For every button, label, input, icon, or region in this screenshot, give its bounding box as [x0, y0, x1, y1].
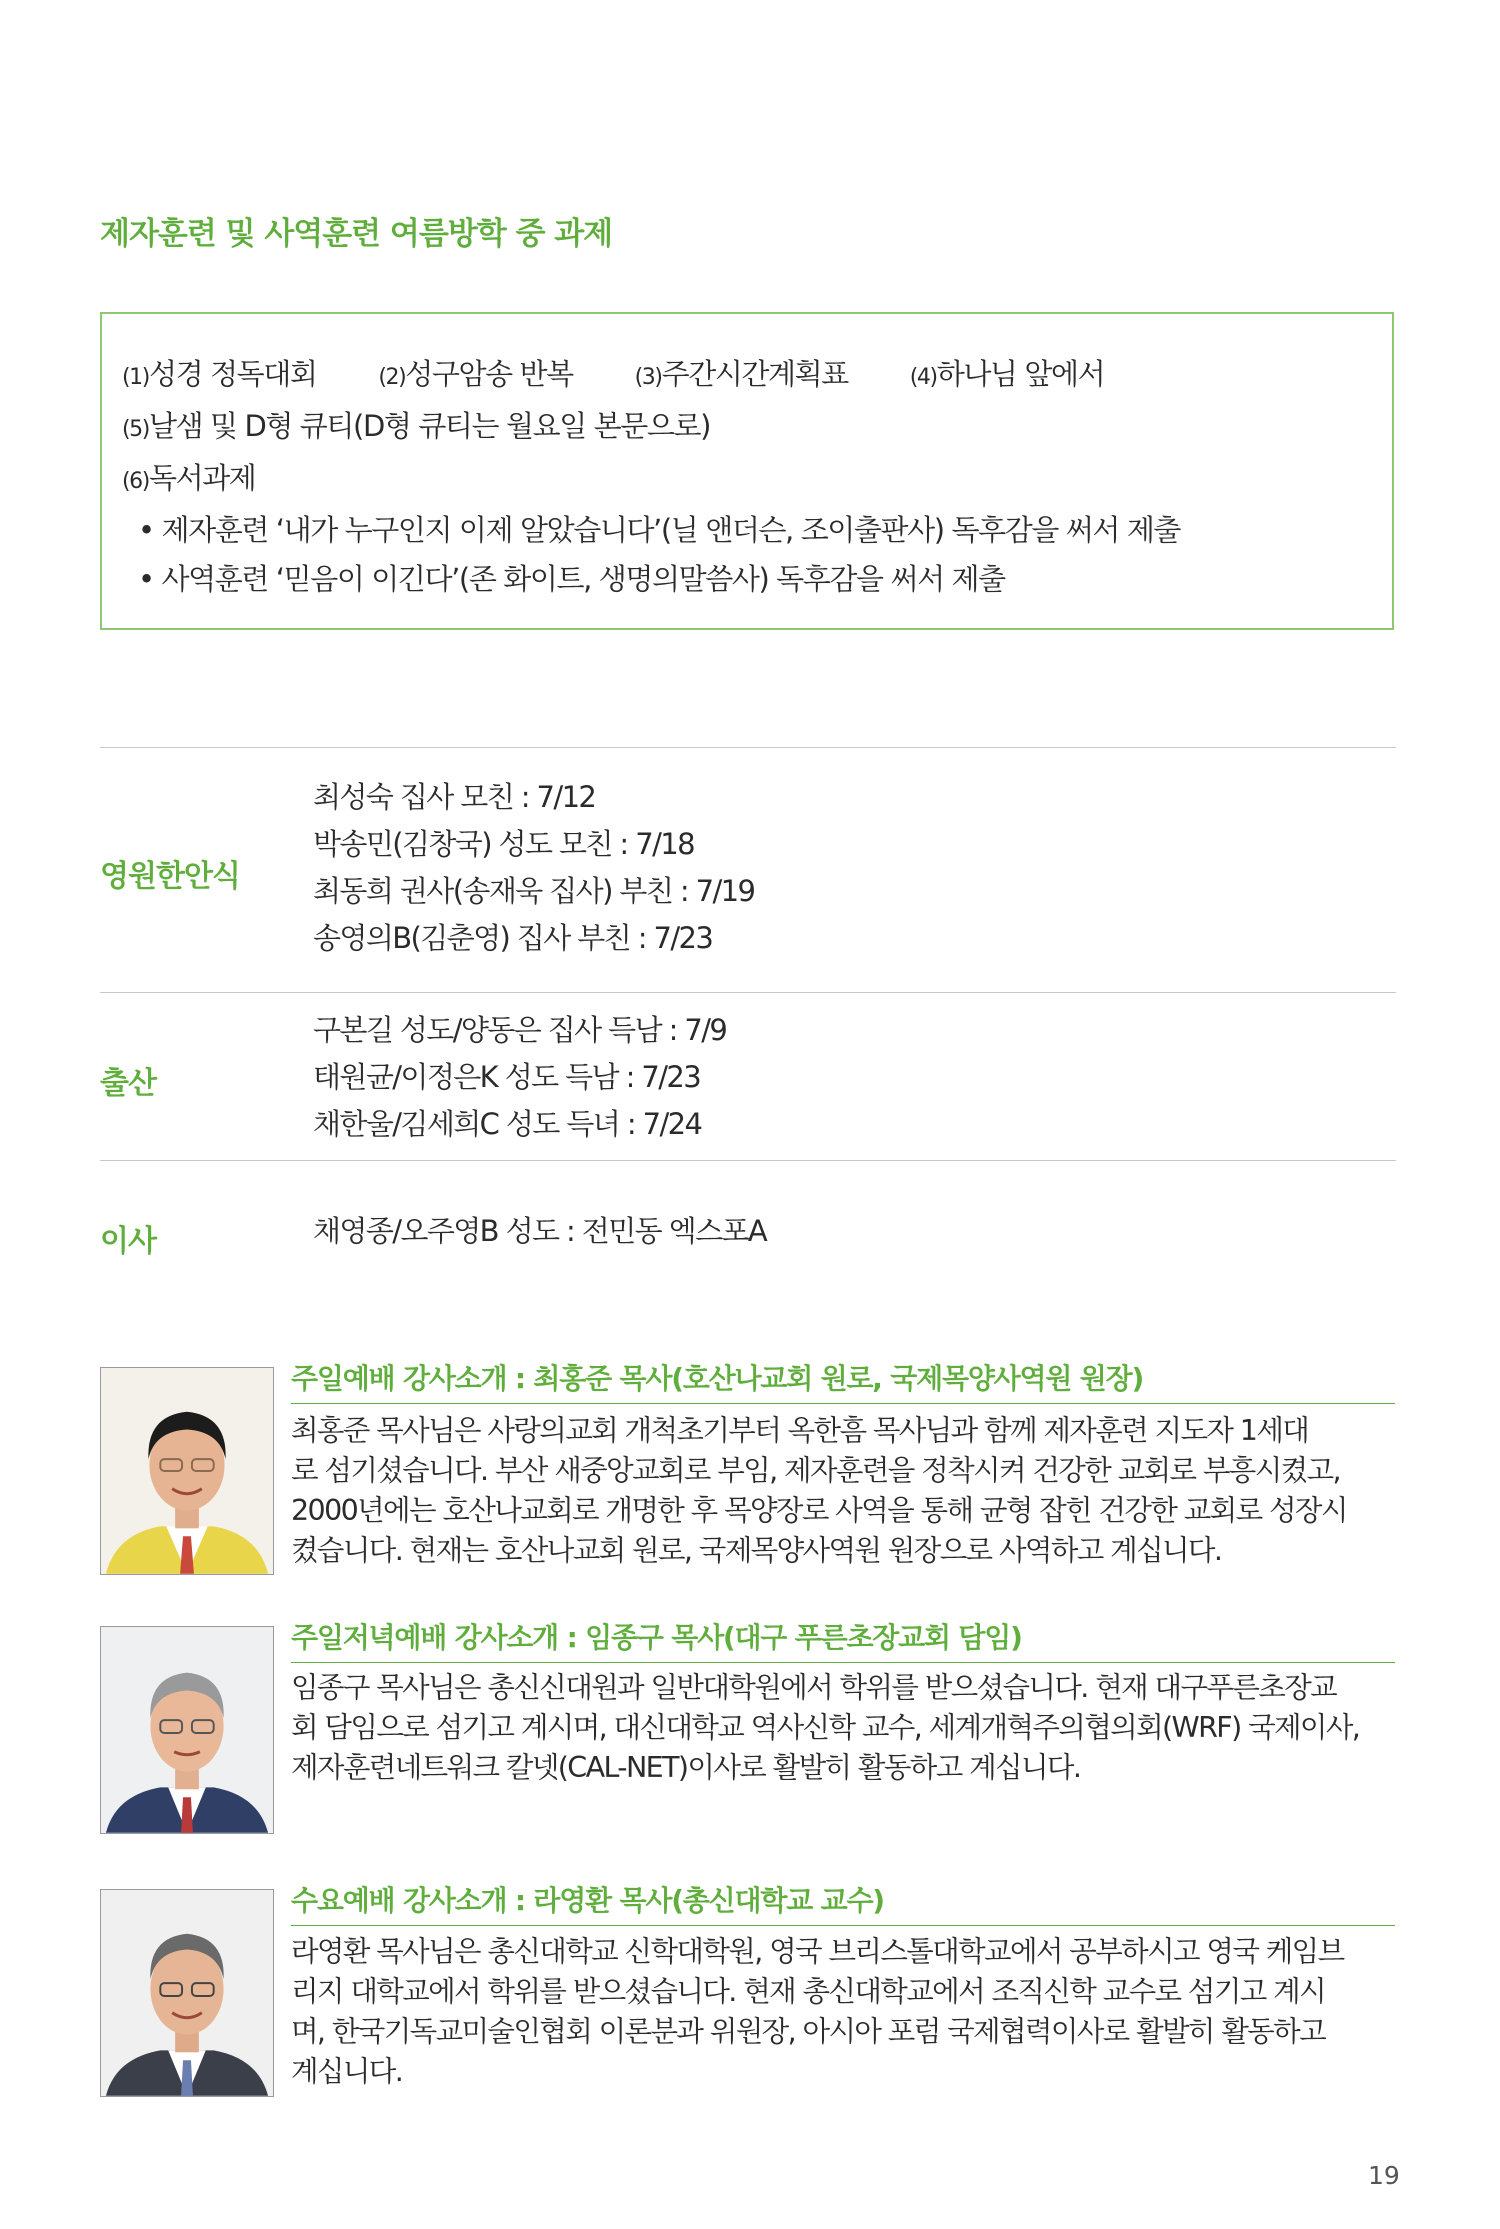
condolence-list [313, 774, 754, 962]
list-item: 채한울/김세희C 성도 득녀 : 7/24 [313, 1107, 702, 1141]
birth-list [313, 1007, 726, 1148]
speaker-bio [291, 1411, 1396, 1571]
task-row [122, 350, 1392, 402]
page-number: 19 [1368, 2161, 1400, 2190]
speaker-title: 수요예배 강사소개 : 라영환 목사(총신대학교 교수) [291, 1879, 1395, 1926]
speaker-photo [100, 1626, 274, 1834]
list-item: 최동희 권사(송재욱 집사) 부친 : 7/19 [313, 874, 755, 908]
bio-line: 제자훈련네트워크 칼넷(CAL-NET)이사로 활발히 활동하고 계십니다. [291, 1751, 1081, 1784]
bio-line: 회 담임으로 섬기고 계시며, 대신대학교 역사신학 교수, 세계개혁주의협의회(WRF) 국제이사, [291, 1711, 1360, 1744]
task-item: (5)날샘 및 D형 큐티(D형 큐티는 월요일 본문으로) [122, 409, 711, 443]
section-title: 제자훈련 및 사역훈련 여름방학 중 과제 [100, 216, 613, 252]
portrait-image [101, 1627, 273, 1833]
speaker-title: 주일저녁예배 강사소개 : 임종구 목사(대구 푸른초장교회 담임) [291, 1616, 1395, 1663]
list-item: 송영의B(김춘영) 집사 부친 : 7/23 [313, 921, 713, 955]
condolence-label: 영원한안식 [100, 859, 240, 894]
bio-line: 최홍준 목사님은 사랑의교회 개척초기부터 옥한흠 목사님과 함께 제자훈련 지도자 1세대 [291, 1414, 1309, 1447]
divider [100, 992, 1396, 993]
portrait-image [101, 1890, 273, 2096]
task-item: (1)성경 정독대회 [122, 357, 317, 391]
task-item: (3)주간시간계획표 [634, 357, 848, 391]
speaker-photo [100, 1889, 274, 2097]
divider [100, 1160, 1396, 1161]
divider [100, 747, 1396, 748]
speaker-title: 주일예배 강사소개 : 최홍준 목사(호산나교회 원로, 국제목양사역원 원장) [291, 1357, 1395, 1404]
moving-label: 이사 [100, 1224, 156, 1259]
list-item: 채영종/오주영B 성도 : 전민동 엑스포A [313, 1214, 767, 1248]
bio-line: 켰습니다. 현재는 호산나교회 원로, 국제목양사역원 원장으로 사역하고 계십니다. [291, 1534, 1222, 1567]
speaker-bio [291, 1668, 1396, 1788]
speaker-photo [100, 1367, 274, 1575]
portrait-image [101, 1368, 273, 1574]
bio-line: 임종구 목사님은 총신신대원과 일반대학원에서 학위를 받으셨습니다. 현재 대구푸른초장교 [291, 1671, 1337, 1704]
bio-line: 2000년에는 호산나교회로 개명한 후 목양장로 사역을 통해 균형 잡힌 건강한 교회로 성장시 [291, 1494, 1347, 1527]
bio-line: 계십니다. [291, 2055, 403, 2088]
task-item: (4)하나님 앞에서 [909, 357, 1105, 391]
speaker-bio [291, 1932, 1396, 2092]
list-item: 최성숙 집사 모친 : 7/12 [313, 780, 596, 814]
moving-list [313, 1208, 766, 1255]
task-item: (6)독서과제 [122, 461, 256, 495]
bio-line: 며, 한국기독교미술인협회 이론분과 위원장, 아시아 포럼 국제협력이사로 활발히 활동하고 [291, 2015, 1326, 2048]
bio-line: 라영환 목사님은 총신대학교 신학대학원, 영국 브리스톨대학교에서 공부하시고 영국 케임브 [291, 1935, 1344, 1968]
list-item: 태원균/이정은K 성도 득남 : 7/23 [313, 1060, 701, 1094]
bio-line: 로 섬기셨습니다. 부산 새중앙교회로 부임, 제자훈련을 정착시켜 건강한 교회로 부흥시켰고, [291, 1454, 1340, 1487]
list-item: 구본길 성도/양동은 집사 득남 : 7/9 [313, 1013, 727, 1047]
bio-line: 리지 대학교에서 학위를 받으셨습니다. 현재 총신대학교에서 조직신학 교수로 섬기고 계시 [291, 1975, 1326, 2008]
birth-label: 출산 [100, 1066, 156, 1101]
task-box [100, 312, 1394, 630]
task-item: (2)성구암송 반복 [378, 357, 573, 391]
reading-task-bullet: • 사역훈련 ‘믿음이 이긴다’(존 화이트, 생명의말씀사) 독후감을 써서 제출 [138, 562, 1005, 596]
list-item: 박송민(김창국) 성도 모친 : 7/18 [313, 827, 694, 861]
reading-task-bullet: • 제자훈련 ‘내가 누구인지 이제 알았습니다’(닐 앤더슨, 조이출판사) 독후감을 써서 제출 [138, 513, 1181, 547]
